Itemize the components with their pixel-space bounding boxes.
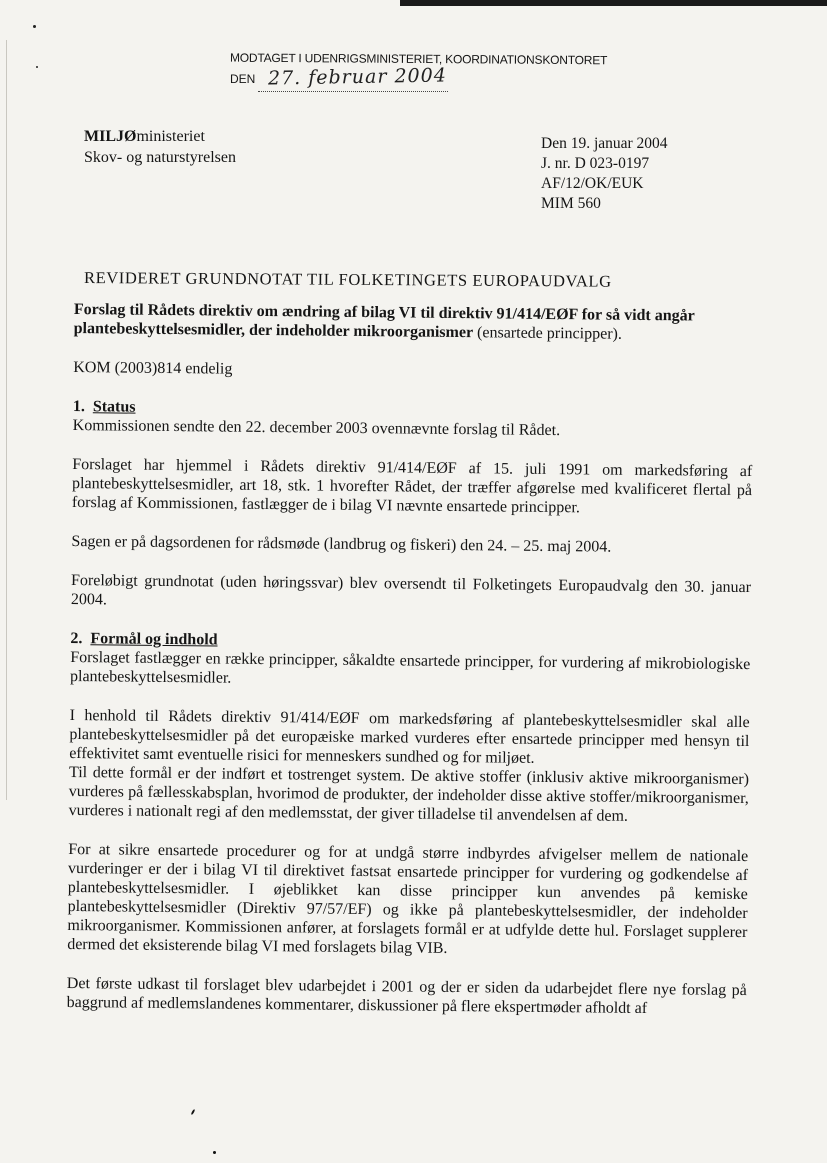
reference-block bbox=[541, 134, 668, 214]
received-stamp-line: MODTAGET I UDENRIGSMINISTERIET, KOORDINATIONSKONTORET bbox=[229, 50, 608, 68]
section-2-paragraph: Til dette formål er der indført et tostrenget system. De aktive stoffer (inklusiv aktive mikroorganismer) vurderes på fællesskabsplan, hvorimod de produkter, der indeholder disse aktive stoffer/mikroorganismer, vurderes i nationalt regi af den medlemsstat, der giver tilladelse til anvendelsen af dem. bbox=[68, 763, 750, 825]
ministry-name-bold: MILJØ bbox=[84, 128, 137, 145]
scan-left-edge bbox=[6, 40, 7, 800]
kom-reference: KOM (2003)814 endelig bbox=[73, 358, 233, 378]
journal-number: J. nr. D 023-0197 bbox=[541, 155, 650, 172]
handwritten-date: 27. februar 2004 bbox=[267, 64, 448, 90]
document-title: REVIDERET GRUNDNOTAT TIL FOLKETINGETS EUROPAUDVALG bbox=[83, 268, 612, 291]
section-1-title: Status bbox=[92, 398, 136, 416]
scan-speck bbox=[33, 25, 36, 28]
stamp-date-underline bbox=[258, 91, 448, 92]
section-1-paragraph: Foreløbigt grundnotat (uden høringssvar) blev oversendt til Folketingets Europaudvalg den 30. januar 2004. bbox=[70, 571, 752, 609]
subject-bold: Forslag til Rådets direktiv om ændring af bilag VI til direktiv 91/414/EØF for så vidt angår plantebeskyttelsesmidler, der indeholder mikroorganismer bbox=[73, 300, 695, 342]
section-2-paragraph: Det første udkast til forslaget blev udarbejdet i 2001 og der er siden da udarbejdet flere nye forslag på baggrund af medlemslandenes kommentarer, diskussioner på flere ekspertmøder afholdt af bbox=[66, 974, 747, 1018]
section-1-paragraph: Sagen er på dagsordenen for rådsmøde (landbrug og fiskeri) den 24. – 25. maj 2004. bbox=[71, 532, 612, 556]
document-body bbox=[67, 300, 754, 1019]
section-2-number: 2. bbox=[70, 629, 83, 648]
section-1-paragraph: Forslaget har hjemmel i Rådets direktiv 91/414/EØF af 15. juli 1991 om markedsføring af plantebeskyttelsesmidler, art 18, stk. 1 hvorefter Rådet, der træffer afgørelse med kvalificeret flertal på forslag af Kommissionen, fastlægger de i bilag VI nævnte ensartede principper. bbox=[71, 455, 753, 517]
section-2-title: Formål og indhold bbox=[90, 630, 218, 649]
scan-mark bbox=[191, 1109, 196, 1115]
section-2-paragraph: I henhold til Rådets direktiv 91/414/EØF om markedsføring af plantebeskyttelsesmidler skal alle plantebeskyttelsesmidler på det europæiske marked vurderes efter ensartede principper med hensyn til effektivitet samt eventuelle risici for menneskers sundhed og for miljøet. bbox=[69, 706, 750, 767]
agency-name: Skov- og naturstyrelsen bbox=[84, 149, 236, 166]
mim-number: MIM 560 bbox=[541, 195, 601, 212]
section-1-paragraph: Kommissionen sendte den 22. december 2003 ovennævnte forslag til Rådet. bbox=[72, 416, 561, 440]
section-2-paragraph: Forslaget fastlægger en række principper, såkaldte ensartede principper, for vurdering af mikrobiologiske plantebeskyttelsesmidler. bbox=[69, 648, 751, 687]
ministry-name bbox=[84, 126, 236, 147]
subject-line bbox=[74, 300, 754, 345]
section-1-number: 1. bbox=[72, 397, 85, 416]
document-date: Den 19. januar 2004 bbox=[541, 135, 668, 152]
scan-mark bbox=[213, 1151, 216, 1154]
scan-speck bbox=[36, 66, 38, 68]
sender-block bbox=[84, 126, 236, 168]
scan-top-edge bbox=[400, 0, 827, 6]
ministry-name-rest: ministeriet bbox=[136, 128, 205, 145]
section-2-paragraph: For at sikre ensartede procedurer og for at undgå større indbyrdes afvigelser mellem de nationale vurderinger er der i bilag VI til direktivet fastsat ensartede principper for vurdering og godkendelse af plantebeskyttelsesmidler. I øjeblikket kan disse principper kun anvendes på kemiske plantebeskyttelsesmidler (Direktiv 97/57/EF) og ikke på plantebeskyttelsesmidler, der indeholder mikroorganismer. Kommissionen anfører, at forslagets formål er at udfylde dette hul. Forslaget supplerer dermed det eksisterende bilag VI med forslagets bilag VIB. bbox=[67, 840, 749, 957]
office-reference: AF/12/OK/EUK bbox=[541, 175, 644, 192]
received-stamp-den: DEN bbox=[230, 72, 256, 86]
subject-normal: (ensartede principper). bbox=[472, 324, 622, 343]
